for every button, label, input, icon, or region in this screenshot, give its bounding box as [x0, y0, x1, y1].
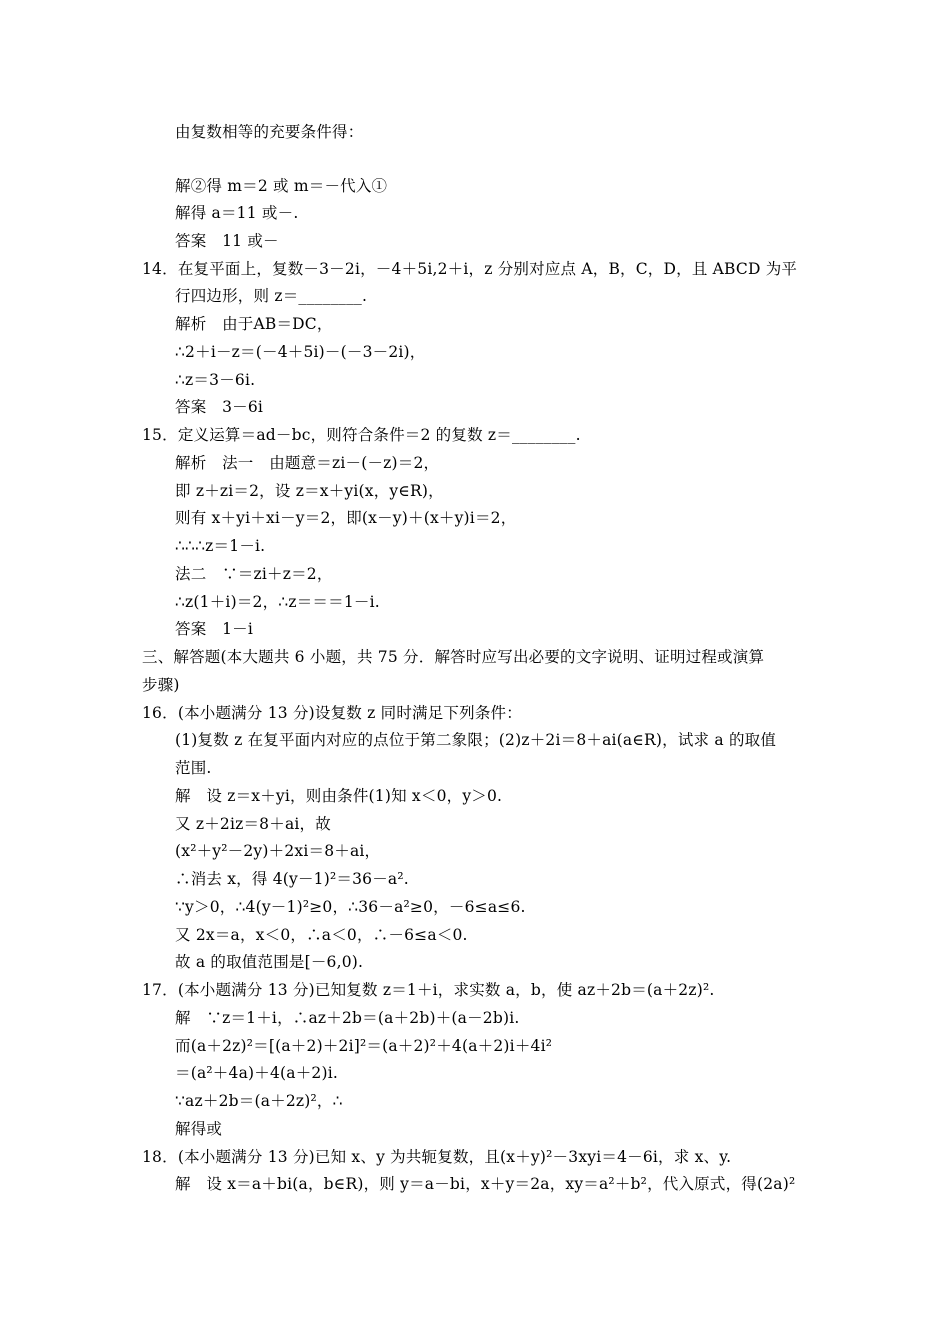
text-line: ＝(a²＋4a)＋4(a＋2)i.: [175, 1064, 338, 1082]
text-line: (1)复数 z 在复平面内对应的点位于第二象限；(2)z＋2i＝8＋ai(a∈R)，试求 a 的取值: [175, 731, 777, 749]
text-line: ∴2＋i－z＝(－4＋5i)－(－3－2i)，: [175, 343, 426, 361]
text-line: ∵y＞0，∴4(y－1)²≥0，∴36－a²≥0，－6≤a≤6.: [175, 898, 526, 916]
text-line: 答案 1－i: [175, 620, 254, 638]
text-line: 答案 11 或－: [175, 232, 279, 250]
text-line: ∴消去 x，得 4(y－1)²＝36－a².: [175, 870, 409, 888]
text-line: 即 z＋zi＝2，设 z＝x＋yi(x，y∈R)，: [175, 482, 444, 500]
text-line: 解 设 x＝a＋bi(a，b∈R)，则 y＝a－bi，x＋y＝2a，xy＝a²＋b²，代入原式，得(2a)²: [175, 1175, 796, 1193]
text-line: 又 z＋2iz＝8＋ai，故: [175, 815, 331, 833]
text-line: 步骤): [142, 676, 180, 694]
question-16: 16．(本小题满分 13 分)设复数 z 同时满足下列条件：: [142, 704, 522, 722]
text-line: 而(a＋2z)²＝[(a＋2)＋2i]²＝(a＋2)²＋4(a＋2)i＋4i²: [175, 1037, 553, 1055]
text-line: 由复数相等的充要条件得：: [175, 123, 364, 141]
question-14: 14．在复平面上，复数－3－2i，－4＋5i,2＋i，z 分别对应点 A，B，C，D，且 ABCD 为平: [142, 260, 798, 278]
text-line: 解 设 z＝x＋yi，则由条件(1)知 x＜0，y＞0.: [175, 787, 503, 805]
text-line: 答案 3－6i: [175, 398, 264, 416]
text-line: ∴z＝3－6i.: [175, 371, 256, 389]
text-line: 解 ∵z＝1＋i，∴az＋2b＝(a＋2b)＋(a－2b)i.: [175, 1009, 520, 1027]
text-line: 法二 ∵＝zi＋z＝2，: [175, 565, 333, 583]
text-line: 解析 法一 由题意＝zi－(－z)＝2，: [175, 454, 440, 472]
text-line: 解②得 m＝2 或 m＝－代入①: [175, 177, 388, 195]
text-line: ∴∴∴z＝1－i.: [175, 537, 266, 555]
text-line: 范围.: [175, 759, 212, 777]
question-18: 18．(本小题满分 13 分)已知 x、y 为共轭复数，且(x＋y)²－3xyi＝4－6i，求 x、y.: [142, 1148, 732, 1166]
question-17: 17．(本小题满分 13 分)已知复数 z＝1＋i，求实数 a，b，使 az＋2b＝(a＋2z)².: [142, 981, 715, 999]
section-heading: 三、解答题(本大题共 6 小题，共 75 分．解答时应写出必要的文字说明、证明过程或演算: [142, 648, 765, 666]
text-line: ∵az＋2b＝(a＋2z)²，∴: [175, 1092, 343, 1110]
text-line: 故 a 的取值范围是[－6,0).: [175, 953, 364, 971]
text-line: 则有 x＋yi＋xi－y＝2，即(x－y)＋(x＋y)i＝2，: [175, 509, 517, 527]
text-line: (x²＋y²－2y)＋2xi＝8＋ai，: [175, 842, 381, 860]
text-line: 解析 由于AB＝DC，: [175, 315, 333, 333]
text-line: 解得或: [175, 1120, 223, 1138]
text-line: 行四边形，则 z＝________.: [175, 287, 368, 305]
text-line: 又 2x＝a，x＜0，∴a＜0，∴－6≤a＜0.: [175, 926, 468, 944]
question-15: 15．定义运算＝ad－bc，则符合条件＝2 的复数 z＝________.: [142, 426, 581, 444]
text-line: 解得 a＝11 或－.: [175, 204, 299, 222]
text-line: ∴z(1＋i)＝2，∴z＝＝＝1－i.: [175, 593, 380, 611]
